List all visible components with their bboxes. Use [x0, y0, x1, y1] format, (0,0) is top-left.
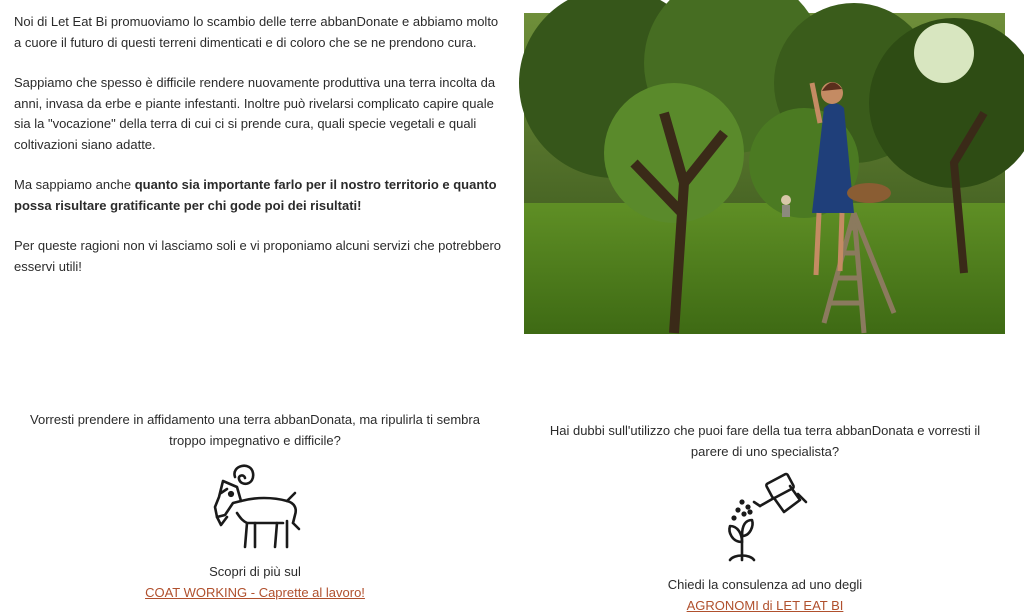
agronomists-link[interactable]: AGRONOMI di LET EAT BI [686, 598, 844, 613]
intro-paragraph-3 [14, 175, 504, 216]
intro-paragraph-4: Per queste ragioni non vi lasciamo soli e vi proponiamo alcuni servizi che potrebbero esservi utili! [14, 238, 502, 274]
service-agronomists [530, 420, 1000, 616]
service-goat-working [10, 409, 500, 603]
intro-text [14, 12, 504, 297]
intro-paragraph-1: Noi di Let Eat Bi promuoviamo lo scambio delle terre abbanDonate e abbiamo molto a cuore il futuro di questi terreni dimenticati e di coloro che se ne prendono cura. [14, 14, 499, 50]
service-question: Hai dubbi sull'utilizzo che puoi fare della tua terra abbanDonata e vorresti il parere di uno specialista? [549, 423, 981, 459]
coat-working-link[interactable]: COAT WORKING - Caprette al lavoro! [145, 585, 365, 600]
orchard-photo [524, 13, 1005, 334]
intro-paragraph-3-start: Ma sappiamo anche [14, 177, 135, 192]
intro-paragraph-2: Sappiamo che spesso è difficile rendere nuovamente produttiva una terra incolta da anni, invasa da erbe e piante infestanti. Inoltre può rivelarsi complicato capire quale sia la "vocazione" della terra di cui ci si prende cura, quali specie vegetali e quali coltivazioni siano adatte. [14, 75, 496, 152]
service-cta-text: Chiedi la consulenza ad uno degli [667, 577, 863, 592]
service-question: Vorresti prendere in affidamento una terra abbanDonata, ma ripulirla ti sembra troppo impegnativo e difficile? [30, 412, 480, 448]
goat-icon [10, 463, 500, 551]
service-cta-text: Scopri di più sul [209, 564, 301, 579]
intro-paragraph-3-bold: quanto sia importante farlo per il nostro territorio e quanto possa risultare gratificante per chi gode poi dei risultati! [14, 177, 497, 213]
watering-can-icon [530, 472, 1000, 562]
